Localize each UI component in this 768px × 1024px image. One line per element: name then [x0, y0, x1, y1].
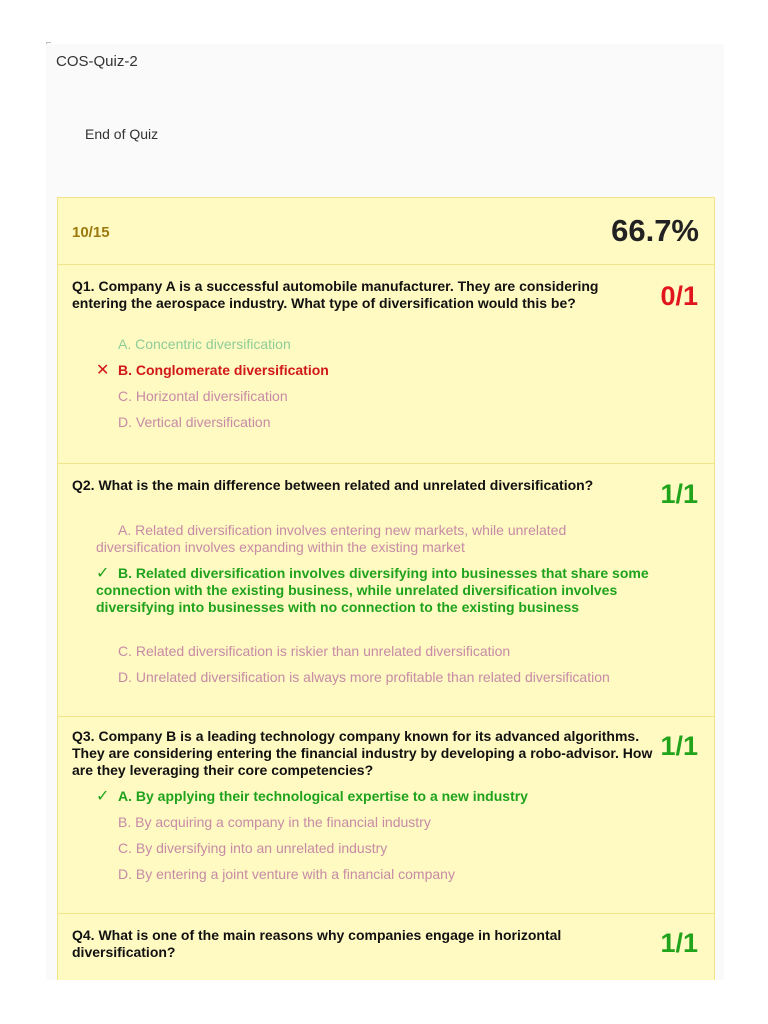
score-percent: 66.7% — [611, 213, 699, 248]
question-score: 1/1 — [660, 928, 698, 958]
end-of-quiz-label: End of Quiz — [85, 126, 159, 142]
answer-option: C. Related diversification is riskier than unrelated diversification — [118, 643, 511, 659]
question-1 — [58, 265, 714, 464]
answer-option: D. Unrelated diversification is always more profitable than related diversification — [118, 669, 610, 685]
quiz-results-page — [46, 44, 724, 980]
answer-option: A. Related diversification involves entering new markets, while unrelated diversification involves expanding within the existing market — [96, 522, 567, 555]
results-card — [57, 197, 715, 980]
question-text: Q2. What is the main difference between related and unrelated diversification? — [72, 477, 594, 493]
answer-option: B. By acquiring a company in the financial industry — [118, 814, 431, 830]
answer-option: C. Horizontal diversification — [118, 388, 288, 404]
question-score: 1/1 — [660, 479, 698, 509]
question-2 — [58, 464, 714, 717]
score-summary — [58, 198, 714, 265]
x-mark-icon: ✕ — [96, 362, 110, 379]
question-3 — [58, 717, 714, 914]
question-score: 1/1 — [660, 731, 698, 761]
answer-option: D. Vertical diversification — [118, 414, 271, 430]
selected-answer-option: B. Related diversification involves diversifying into businesses that share some connection with the existing business, while unrelated diversification involves diversifying into businesses with no connection to the existing business — [96, 565, 649, 615]
question-score: 0/1 — [660, 281, 698, 311]
answer-option: D. By entering a joint venture with a financial company — [118, 866, 455, 882]
selected-answer-option: B. Conglomerate diversification — [118, 362, 329, 378]
document-title: COS-Quiz-2 — [56, 53, 138, 70]
check-mark-icon: ✓ — [96, 565, 110, 582]
question-text: Q1. Company A is a successful automobile manufacturer. They are considering entering the aerospace industry. What type of diversification would this be? — [72, 278, 599, 311]
check-mark-icon: ✓ — [96, 788, 110, 805]
score-fraction: 10/15 — [72, 224, 110, 241]
question-4 — [58, 914, 714, 980]
answer-option: C. By diversifying into an unrelated industry — [118, 840, 388, 856]
answer-option: A. Concentric diversification — [118, 336, 291, 352]
question-text: Q3. Company B is a leading technology company known for its advanced algorithms. They are considering entering the financial industry by developing a robo-advisor. How are they leveraging their core competencies? — [72, 728, 653, 778]
selected-answer-option: A. By applying their technological expertise to a new industry — [118, 788, 528, 804]
question-text: Q4. What is one of the main reasons why companies engage in horizontal diversification? — [72, 927, 562, 960]
